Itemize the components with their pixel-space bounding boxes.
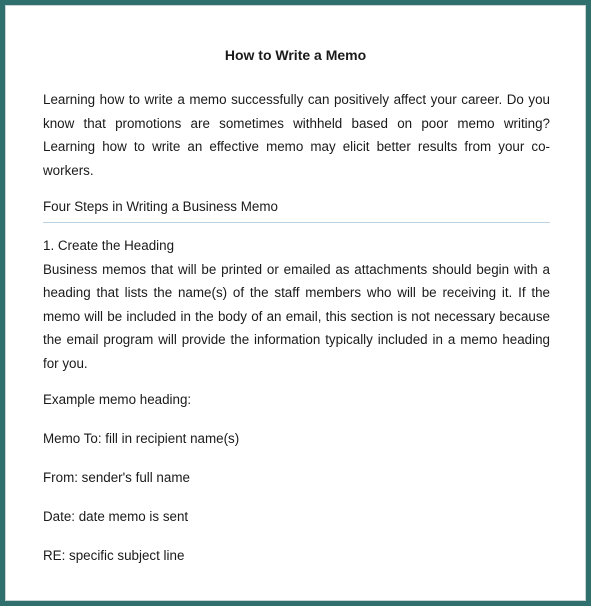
example-label: Example memo heading: — [43, 392, 192, 407]
intro-paragraph: Learning how to write a memo successfully can positively affect your career. Do you know that promotions are sometimes withheld based on poor memo writing? Learning how to write an effective memo may elicit better results from your co-workers. — [43, 92, 550, 178]
example-re-line: RE: specific subject line — [43, 548, 185, 563]
section-divider — [43, 222, 550, 223]
step-1-section — [43, 234, 550, 375]
step-1-heading: 1. Create the Heading — [43, 238, 175, 253]
example-memo-to-line: Memo To: fill in recipient name(s) — [43, 431, 240, 446]
steps-heading: Four Steps in Writing a Business Memo — [43, 199, 278, 214]
document-title: How to Write a Memo — [224, 47, 367, 63]
example-from-line: From: sender's full name — [43, 470, 190, 485]
example-date-line: Date: date memo is sent — [43, 509, 189, 524]
step-1-body: Business memos that will be printed or emailed as attachments should begin with a heading that lists the name(s) of the staff members who will be receiving it. If the memo will be included in the body of an email, this section is not necessary because the email program will provide the information typically included in a memo heading for you. — [43, 261, 550, 371]
document-page — [5, 5, 586, 601]
